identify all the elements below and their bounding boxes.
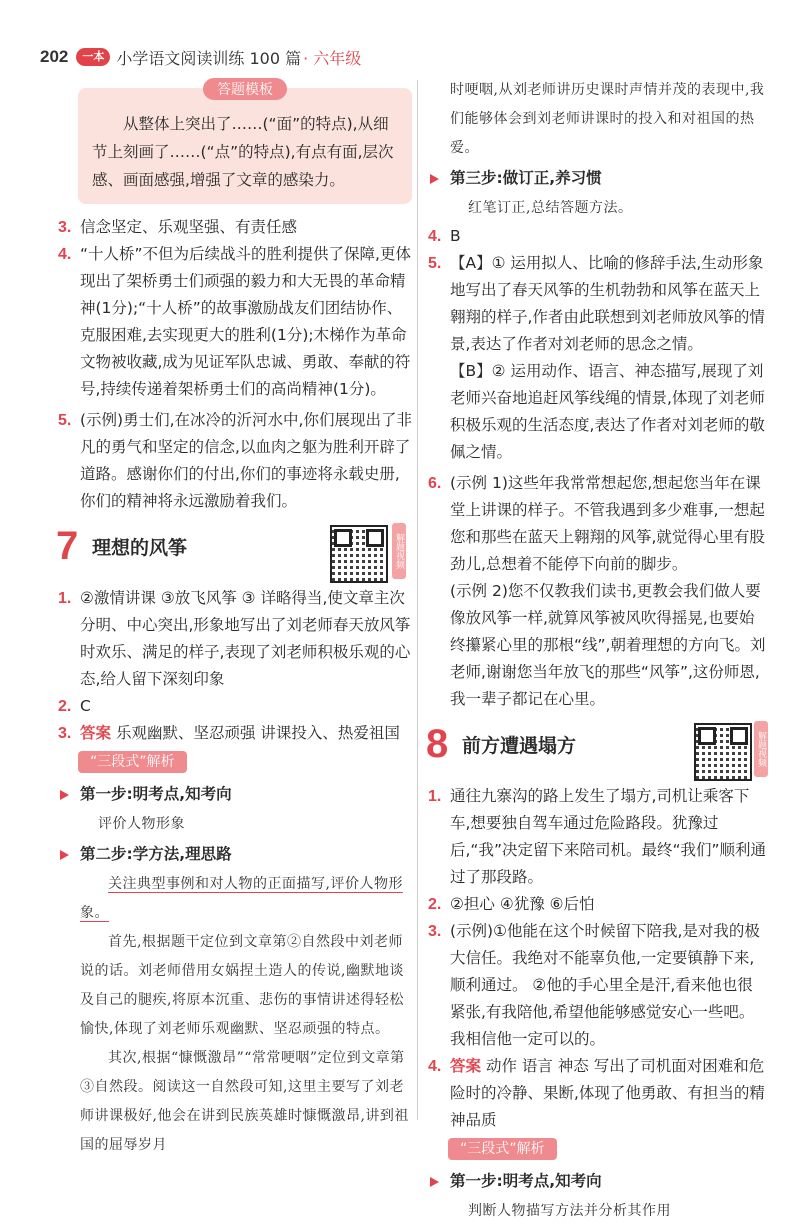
section-number: 8 <box>426 722 449 766</box>
answer-item-6-part-b: (示例 2)您不仅教我们读书,更教会我们做人要像放风筝一样,就算风筝被风吹得摇晃,也要始终攥紧心里的那根“线”,朝着理想的方向飞。刘老师,谢谢您当年放飞的那些“风筝”,这份师恩,我一辈子都记在心里。 <box>450 582 766 708</box>
item-text-a: (示例 1)这些年我常常想起您,想起您当年在课堂上讲课的样子。不管我遇到多少难事,一想起您和那些在蓝天上翱翔的风筝,就觉得心里有股劲儿,总想着不能停下向前的脚步。 <box>450 474 765 573</box>
answer-item-5b <box>426 250 768 358</box>
item-number: 2. <box>58 698 72 715</box>
item-number: 2. <box>428 896 442 913</box>
step-2-note <box>56 870 412 928</box>
column-divider <box>417 80 418 1120</box>
brand-logo: 一本 <box>76 48 110 66</box>
item-number: 4. <box>428 228 442 245</box>
arrow-icon <box>60 790 69 800</box>
s8-answer-item-1 <box>426 783 768 891</box>
step-2-note-text: 关注典型事例和对人物的正面描写,评价人物形象。 <box>80 876 403 921</box>
item-number: 5. <box>428 255 442 272</box>
step-title: 第一步:明考点,知考向 <box>450 1172 602 1190</box>
item-number: 3. <box>428 923 442 940</box>
step-1b <box>426 1168 768 1195</box>
item-number: 3. <box>58 219 72 236</box>
s8-answer-item-3 <box>426 918 768 1053</box>
item-number: 1. <box>428 788 442 805</box>
grade-label: · 六年级 <box>303 48 362 68</box>
step-1b-note: 判断人物描写方法并分析其作用 <box>468 1203 671 1219</box>
section-7-header <box>56 523 412 581</box>
item-text: 通往九寨沟的路上发生了塌方,司机让乘客下车,想要独自驾车通过危险路段。犹豫过后,“我”决定留下来陪司机。最终“我们”顺利通过了那段路。 <box>450 787 767 886</box>
item-text: 动作 语言 神态 写出了司机面对困难和危险时的冷静、果断,体现了他勇敢、有担当的精神品质 <box>450 1057 765 1129</box>
handwritten-paragraph-1: 首先,根据题干定位到文章第②自然段中刘老师说的话。刘老师借用女娲捏土造人的传说,幽默地谈及自己的腿疾,将原本沉重、悲伤的事情讲述得轻松愉快,体现了刘老师乐观幽默、坚忍顽强的特点。 <box>80 934 404 1037</box>
item-number: 4. <box>428 1058 442 1075</box>
s7-answer-item-3 <box>56 720 412 747</box>
step-2 <box>56 841 412 868</box>
answer-item-5b-part-b: 【B】② 运用动作、语言、神态描写,展现了刘老师兴奋地追赶风筝线绳的情景,体现了刘老师积极乐观的生活态度,表达了作者对刘老师的敬佩之情。 <box>450 362 765 461</box>
item-text: ②激情讲课 ③放飞风筝 ③ 详略得当,使文章主次分明、中心突出,形象地写出了刘老师春天放风筝时欢乐、满足的样子,表现了刘老师积极乐观的心态,给人留下深刻印象 <box>80 589 411 688</box>
answer-item-5 <box>56 407 412 515</box>
section-8-header <box>426 721 768 779</box>
item-text: B <box>450 227 461 245</box>
answer-label: 答案 <box>450 1057 482 1075</box>
answer-label: 答案 <box>80 724 112 742</box>
handwritten-paragraph-3: 时哽咽,从刘老师讲历史课时声情并茂的表现中,我们能够体会到刘老师讲课时的投入和对祖国的热爱。 <box>450 82 765 156</box>
answer-item-4 <box>56 241 412 403</box>
left-column <box>56 76 412 1160</box>
handwritten-paragraph-2: 其次,根据“慷慨激昂”“常常哽咽”定位到文章第③自然段。阅读这一自然段可知,这里主要写了刘老师讲课极好,他会在讲到民族英雄时慷慨激昂,讲到祖国的屈辱岁月 <box>80 1050 409 1153</box>
step-1 <box>56 781 412 808</box>
item-text-a: 【A】① 运用拟人、比喻的修辞手法,生动形象地写出了春天风筝的生机勃勃和风筝在蓝天上翱翔的样子,作者由此联想到刘老师放风筝的情景,表达了作者对刘老师的思念之情。 <box>450 254 765 353</box>
s7-answer-item-2 <box>56 693 412 720</box>
s8-answer-item-2 <box>426 891 768 918</box>
answer-template-text: 从整体上突出了……(“面”的特点),从细节上刻画了……(“点”的特点),有点有面,层次感、画面感强,增强了文章的感染力。 <box>92 115 394 189</box>
step-1-note: 评价人物形象 <box>98 816 185 832</box>
step-title: 第一步:明考点,知考向 <box>80 785 232 803</box>
answer-template-box <box>78 82 412 204</box>
s7-answer-item-1 <box>56 585 412 693</box>
analysis-tag: “三段式”解析 <box>448 1138 557 1160</box>
answer-template-tag: 答题模板 <box>203 78 287 100</box>
page-header <box>40 44 361 70</box>
arrow-icon <box>430 174 439 184</box>
item-text: (示例)勇士们,在冰冷的沂河水中,你们展现出了非凡的勇气和坚定的信念,以血肉之躯为胜利开辟了道路。感谢你们的付出,你们的事迹将永载史册,你们的精神将永远激励着我们。 <box>80 411 412 510</box>
item-text: 信念坚定、乐观坚强、有责任感 <box>80 218 298 236</box>
arrow-icon <box>430 1177 439 1187</box>
item-text: ②担心 ④犹豫 ⑥后怕 <box>450 895 595 913</box>
analysis-tag: “三段式”解析 <box>78 751 187 773</box>
item-number: 5. <box>58 412 72 429</box>
item-number: 6. <box>428 475 442 492</box>
step-3-note: 红笔订正,总结答题方法。 <box>468 200 633 216</box>
answer-item-6 <box>426 470 768 578</box>
item-text: C <box>80 697 91 715</box>
step-title: 第二步:学方法,理思路 <box>80 845 232 863</box>
page-number: 202 <box>40 47 69 66</box>
arrow-icon <box>60 850 69 860</box>
video-tag[interactable]: 解题视频 <box>392 523 406 579</box>
qr-code-icon[interactable] <box>330 525 388 583</box>
qr-code-icon[interactable] <box>694 723 752 781</box>
item-text: “十人桥”不但为后续战斗的胜利提供了保障,更体现出了架桥勇士们顽强的毅力和大无畏的革命精神(1分);“十人桥”的故事激励战友们团结协作、克服困难,去实现更大的胜利(1分);木梯作为革命文物被收藏,成为见证军队忠诚、勇敢、奉献的符号,持续传递着架桥勇士们的高尚精神(1分)。 <box>80 245 411 398</box>
book-title: 小学语文阅读训练 100 篇 <box>116 48 302 68</box>
item-number: 3. <box>58 725 72 742</box>
item-number: 4. <box>58 246 72 263</box>
answer-item-3 <box>56 214 412 241</box>
right-column <box>426 76 768 1226</box>
step-title: 第三步:做订正,养习惯 <box>450 169 602 187</box>
section-title: 理想的风筝 <box>92 537 188 559</box>
video-tag[interactable]: 解题视频 <box>754 721 768 777</box>
item-number: 1. <box>58 590 72 607</box>
item-text: (示例)①他能在这个时候留下陪我,是对我的极大信任。我绝对不能辜负他,一定要镇静下来,顺利通过。 ②他的手心里全是汗,看来他也很紧张,有我陪他,希望他能够感觉安心一些吧。我相信他一定可以的。 <box>450 922 760 1048</box>
s8-answer-item-4 <box>426 1053 768 1134</box>
step-3 <box>426 165 768 192</box>
item-text: 乐观幽默、坚忍顽强 讲课投入、热爱祖国 <box>115 724 400 742</box>
section-title: 前方遭遇塌方 <box>462 735 577 757</box>
answer-item-4b <box>426 223 768 250</box>
section-number: 7 <box>56 524 79 568</box>
